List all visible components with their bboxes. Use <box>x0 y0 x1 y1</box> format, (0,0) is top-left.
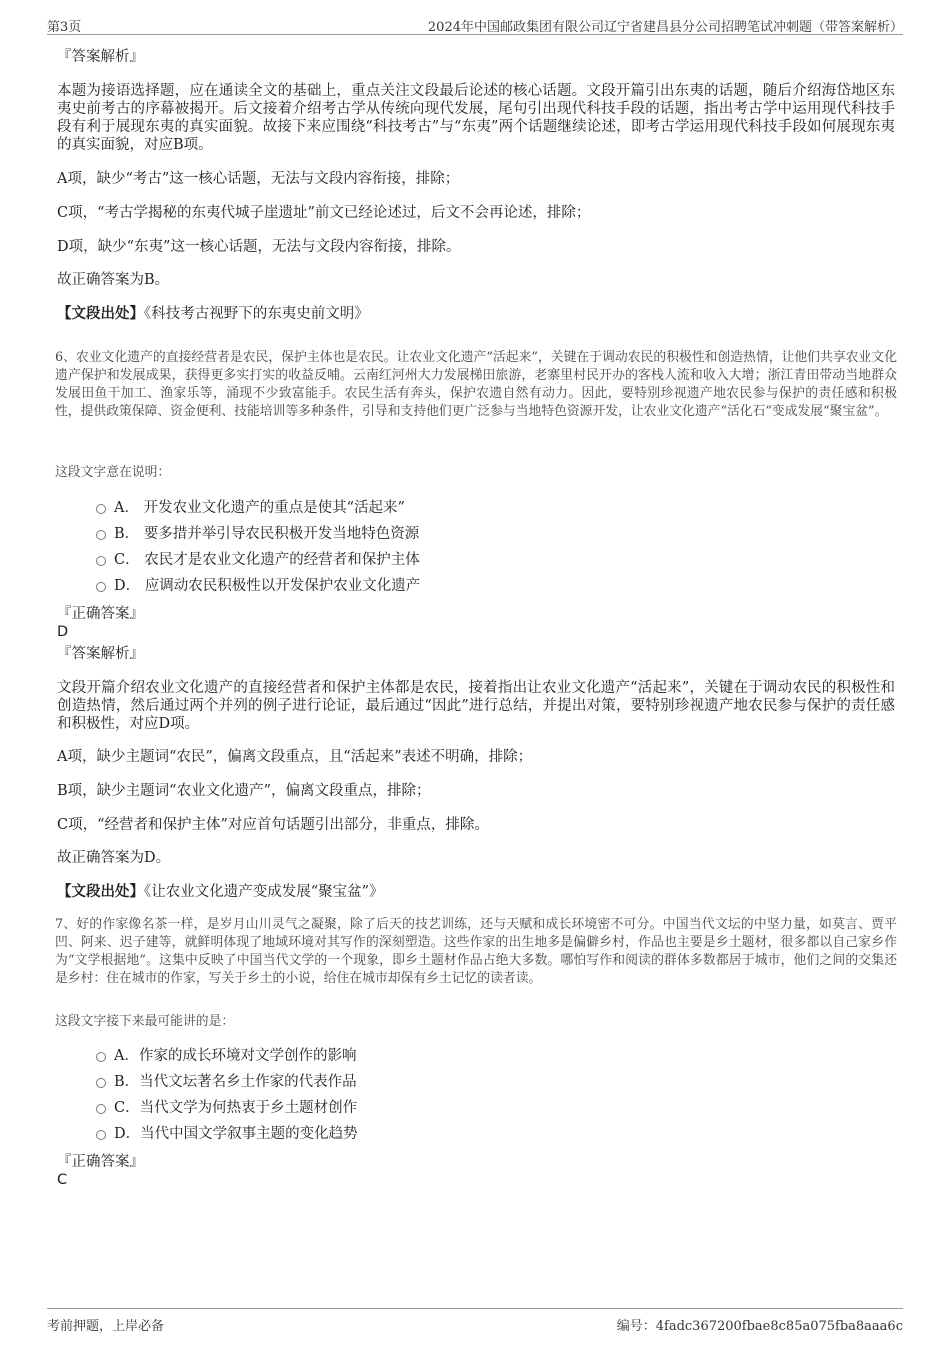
page-header <box>47 14 903 35</box>
radio-button[interactable] <box>96 1078 106 1088</box>
correct-answer: C <box>57 1172 68 1188</box>
source-title: 《让农业文化遗产变成发展“聚宝盆”》 <box>144 884 384 900</box>
analysis-line: A项，缺少主题词“农民”，偏离文段重点，且“活起来”表述不明确，排除； <box>57 749 533 765</box>
option-c[interactable]: C． 农民才是农业文化遗产的经营者和保护主体 <box>96 551 856 569</box>
source-line <box>57 883 895 901</box>
question-7-prompt: 这段文字接下来最可能讲的是： <box>55 1014 235 1029</box>
document-id: 编号：4fadc367200fbae8c85a075fba8aaa6c <box>616 1319 903 1334</box>
footer-slogan: 考前押题，上岸必备 <box>47 1319 165 1334</box>
analysis-line: D项，缺少“东夷”这一核心话题，无法与文段内容衔接，排除。 <box>57 239 461 255</box>
answer-conclusion: 故正确答案为D。 <box>57 850 171 866</box>
radio-button[interactable] <box>96 1130 106 1140</box>
source-line <box>57 305 895 323</box>
radio-button[interactable] <box>96 1104 106 1114</box>
radio-button[interactable] <box>96 556 106 566</box>
analysis-label: 『答案解析』 <box>57 646 144 662</box>
option-d[interactable]: D．当代中国文学叙事主题的变化趋势 <box>96 1125 856 1143</box>
option-a[interactable]: A．作家的成长环境对文学创作的影响 <box>96 1047 856 1065</box>
question-6-prompt: 这段文字意在说明： <box>55 465 171 480</box>
page-footer <box>47 1308 903 1333</box>
option-a[interactable]: A． 开发农业文化遗产的重点是使其“活起来” <box>96 499 856 517</box>
correct-answer-label: 『正确答案』 <box>57 1154 144 1170</box>
analysis-line: C项，“经营者和保护主体”对应首句话题引出部分，非重点，排除。 <box>57 817 489 833</box>
source-title: 《科技考古视野下的东夷史前文明》 <box>144 306 369 322</box>
correct-answer: D <box>57 624 69 640</box>
correct-answer-label: 『正确答案』 <box>57 606 144 622</box>
radio-button[interactable] <box>96 582 106 592</box>
analysis-line: B项，缺少主题词“农业文化遗产”，偏离文段重点，排除； <box>57 783 431 799</box>
question-7-text: 7、好的作家像名茶一样，是岁月山川灵气之凝聚，除了后天的技艺训练，还与天赋和成长环境密不可分。中国当代文坛的中坚力量，如莫言、贾平凹、阿来、迟子建等，就鲜明体现了地域环境对其写作的深刻塑造。这些作家的出生地多是偏僻乡村，作品也主要是乡土题材，很多都以自己家乡作为“文学根据地”。这集中反映了中国当代文学的一个现象，即乡土题材作品占绝大多数。哪怕写作和阅读的群体多数都居于城市，他们之间的交集还是乡村：住在城市的作家，写关于乡土的小说，给住在城市却保有乡土记忆的读者读。 <box>55 917 897 986</box>
analysis-line: C项，“考古学揭秘的东夷代城子崖遗址”前文已经论述过，后文不会再论述，排除； <box>57 205 591 221</box>
radio-button[interactable] <box>96 1052 106 1062</box>
question-6-text: 6、农业文化遗产的直接经营者是农民，保护主体也是农民。让农业文化遗产“活起来”，关键在于调动农民的积极性和创造热情，让他们共享农业文化遗产保护和发展成果，获得更多实打实的收益反哺。云南红河州大力发展梯田旅游，老寨里村民开办的客栈人流和收入大增；浙江青田带动当地群众发展田鱼干加工、渔家乐等，涌现不少致富能手。农民生活有奔头，保护农遗自然有动力。因此，要特别珍视遗产地农民参与保护的责任感和积极性，提供政策保障、资金便利、技能培训等多种条件，引导和支持他们更广泛参与当地特色资源开发，让农业文化遗产“活化石”变成发展“聚宝盆”。 <box>55 350 897 419</box>
document-title: 2024年中国邮政集团有限公司辽宁省建昌县分公司招聘笔试冲刺题（带答案解析） <box>427 20 903 35</box>
option-c[interactable]: C．当代文学为何热衷于乡土题材创作 <box>96 1099 856 1117</box>
source-label: 【文段出处】 <box>57 883 144 900</box>
page-number: 第3页 <box>47 20 82 35</box>
option-b[interactable]: B．当代文坛著名乡土作家的代表作品 <box>96 1073 856 1091</box>
analysis-line: A项，缺少“考古”这一核心话题，无法与文段内容衔接，排除； <box>57 171 460 187</box>
option-b[interactable]: B． 要多措并举引导农民积极开发当地特色资源 <box>96 525 856 543</box>
source-label: 【文段出处】 <box>57 305 144 322</box>
radio-button[interactable] <box>96 504 106 514</box>
option-d[interactable]: D． 应调动农民积极性以开发保护农业文化遗产 <box>96 577 856 595</box>
analysis-label: 『答案解析』 <box>57 49 144 65</box>
analysis-paragraph: 文段开篇介绍农业文化遗产的直接经营者和保护主体都是农民，接着指出让农业文化遗产“活起来”，关键在于调动农民的积极性和创造热情，然后通过两个并列的例子进行论证，最后通过“因此”进行总结，并提出对策，要特别珍视遗产地农民参与保护的责任感和积极性，对应D项。 <box>57 680 895 732</box>
radio-button[interactable] <box>96 530 106 540</box>
answer-conclusion: 故正确答案为B。 <box>57 272 170 288</box>
analysis-paragraph: 本题为接语选择题，应在通读全文的基础上，重点关注文段最后论述的核心话题。文段开篇引出东夷的话题，随后介绍海岱地区东夷史前考古的序幕被揭开。后文接着介绍考古学从传统向现代发展，尾句引出现代科技手段的话题，指出考古学中运用现代科技手段有利于展现东夷的真实面貌。故接下来应围绕“科技考古”与“东夷”两个话题继续论述，即考古学运用现代科技手段如何展现东夷的真实面貌，对应B项。 <box>57 83 895 153</box>
